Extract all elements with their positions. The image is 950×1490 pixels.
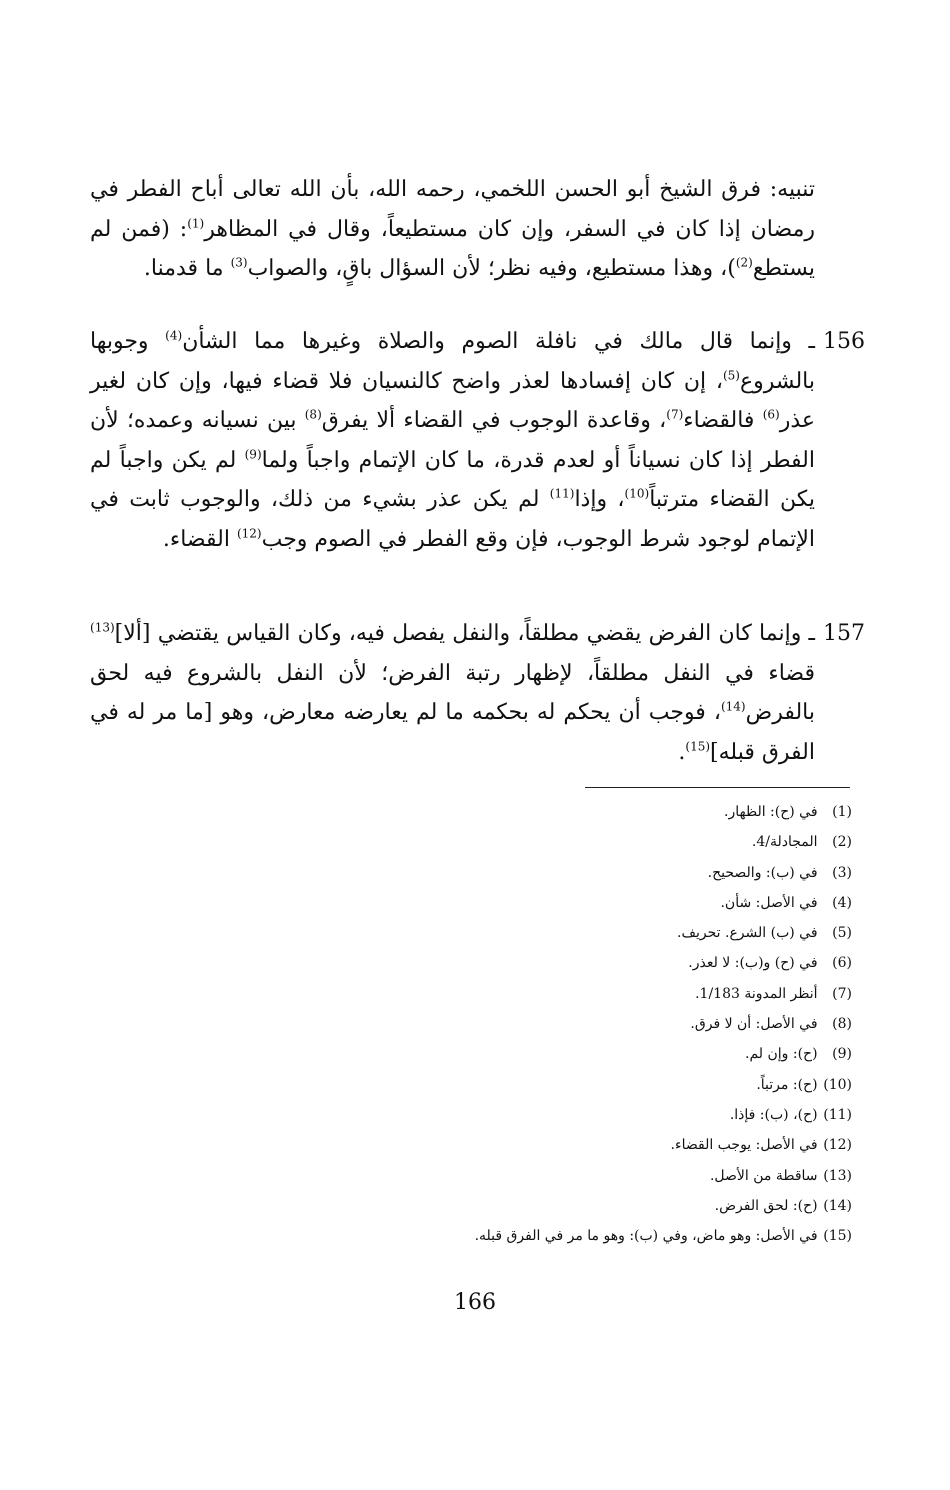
footnote-text: ساقطة من الأصل. bbox=[709, 1167, 818, 1184]
footnote-text: (ح)، (ب): فإذا. bbox=[729, 1106, 818, 1123]
footnote-number: (15) bbox=[823, 1228, 852, 1245]
footnote-item bbox=[252, 918, 852, 948]
footnote-ref-1[interactable]: (1) bbox=[187, 216, 205, 231]
paragraph-number: 156 bbox=[823, 329, 865, 354]
footnote-item bbox=[252, 1100, 852, 1130]
page-number: 166 bbox=[454, 1290, 496, 1315]
footnote-number: (2) bbox=[832, 834, 852, 851]
footnote-text: في (ح): الظهار. bbox=[724, 804, 818, 820]
paragraph-157 bbox=[90, 614, 865, 772]
footnote-number: (4) bbox=[832, 894, 852, 911]
footnote-item bbox=[252, 948, 852, 978]
paragraph-156 bbox=[90, 322, 865, 559]
paragraph-number: 157 bbox=[823, 621, 865, 646]
footnote-text: في الأصل: شأن. bbox=[720, 894, 818, 911]
footnote-item bbox=[252, 1070, 852, 1100]
footnote-number: (10) bbox=[823, 1076, 852, 1093]
paragraph-body bbox=[90, 322, 815, 559]
p157-text-4: . bbox=[678, 739, 686, 765]
footnote-ref-4[interactable]: (4) bbox=[165, 328, 183, 343]
intro-paragraph bbox=[90, 170, 815, 289]
intro-text-2: : (فمن لم يستطع bbox=[90, 216, 815, 281]
footnote-ref-7[interactable]: (7) bbox=[666, 407, 684, 422]
footnote-number: (14) bbox=[823, 1197, 852, 1214]
footnote-item bbox=[252, 1039, 852, 1069]
footnote-item bbox=[252, 858, 852, 888]
p157-text-1: ـ وإنما كان الفرض يقضي مطلقاً، والنفل يفصل فيه، وكان القياس يقتضي [ألا] bbox=[114, 621, 815, 646]
p156-text-8: ، وإذا bbox=[574, 487, 625, 512]
footnote-number: (9) bbox=[832, 1046, 852, 1063]
footnote-ref-3[interactable]: (3) bbox=[230, 255, 248, 270]
p156-text-2: وجوبها بالشروع bbox=[90, 329, 815, 394]
paragraph-body bbox=[90, 614, 815, 772]
p156-text-4: فالقضاء bbox=[683, 408, 763, 433]
p156-text-10: القضاء. bbox=[162, 526, 237, 552]
footnote-number: (1) bbox=[832, 804, 852, 820]
footnote-separator bbox=[585, 787, 850, 788]
footnote-text: (ح): وإن لم. bbox=[745, 1046, 818, 1063]
p157-text-2: قضاء في النفل مطلقاً، لإظهار رتبة الفرض؛ لأن النفل بالشروع فيه لحق بالفرض bbox=[90, 660, 815, 725]
footnote-ref-5[interactable]: (5) bbox=[722, 368, 740, 383]
footnote-ref-12[interactable]: (12) bbox=[236, 526, 262, 541]
footnote-text: (ح): لحق الفرض. bbox=[714, 1197, 818, 1214]
footnote-item bbox=[252, 1161, 852, 1191]
footnote-ref-6[interactable]: (6) bbox=[762, 407, 780, 422]
footnote-item bbox=[252, 797, 852, 827]
p156-text-1: ـ وإنما قال مالك في نافلة الصوم والصلاة وغيرها مما الشأن bbox=[182, 329, 815, 354]
footnote-text: في (ح) و(ب): لا لعذر. bbox=[688, 955, 818, 972]
footnote-item bbox=[252, 888, 852, 918]
footnote-ref-13[interactable]: (13) bbox=[90, 620, 115, 635]
footnote-ref-11[interactable]: (11) bbox=[549, 486, 575, 501]
footnote-number: (8) bbox=[832, 1016, 852, 1033]
footnote-text: في الأصل: أن لا فرق. bbox=[690, 1016, 818, 1033]
footnote-text: في (ب) الشرع. تحريف. bbox=[677, 925, 818, 942]
footnote-item bbox=[252, 827, 852, 857]
footnote-item bbox=[252, 979, 852, 1009]
footnote-number: (12) bbox=[823, 1137, 852, 1154]
footnote-item bbox=[252, 1130, 852, 1160]
footnote-item bbox=[252, 1009, 852, 1039]
footnotes-list bbox=[252, 797, 852, 1251]
footnote-number: (13) bbox=[823, 1167, 852, 1184]
footnote-ref-8[interactable]: (8) bbox=[304, 407, 322, 422]
footnote-number: (5) bbox=[832, 925, 852, 942]
footnote-number: (7) bbox=[832, 985, 852, 1002]
p156-text-9: لم يكن عذر بشيء من ذلك، والوجوب ثابت في الإتمام لوجود شرط الوجوب، فإن وقع الفطر في الصوم وجب bbox=[90, 487, 815, 552]
footnote-ref-9[interactable]: (9) bbox=[244, 447, 262, 462]
intro-text-4: ما قدمنا. bbox=[143, 256, 231, 281]
footnote-item bbox=[252, 1191, 852, 1221]
footnote-ref-15[interactable]: (15) bbox=[685, 739, 711, 754]
p157-text-3: ، فوجب أن يحكم له بحكمه ما لم يعارضه معارض، وهو [ما مر له في الفرق قبله] bbox=[90, 700, 815, 765]
intro-text-1: : فرق الشيخ أبو الحسن اللخمي، رحمه الله، بأن الله تعالى أباح الفطر في رمضان إذا كان في السفر، وإن كان مستطيعاً، وقال في المظاهر bbox=[90, 177, 815, 242]
intro-label: تنبيه bbox=[777, 177, 815, 202]
intro-text-3: )، وهذا مستطيع، وفيه نظر؛ لأن السؤال باقٍ، والصواب bbox=[247, 256, 736, 281]
p156-text-7: لم يكن واجباً لم يكن القضاء مترتباً bbox=[90, 447, 815, 512]
footnote-number: (6) bbox=[832, 955, 852, 972]
footnote-number: (3) bbox=[832, 864, 852, 881]
footnote-text: أنظر المدونة 1/183. bbox=[695, 985, 818, 1002]
footnote-text: (ح): مرتباً. bbox=[756, 1076, 818, 1093]
footnote-text: في الأصل: وهو ماض، وفي (ب): وهو ما مر في الفرق قبله. bbox=[474, 1228, 818, 1245]
p156-text-3: ، إن كان إفسادها لعذر واضح كالنسيان فلا قضاء فيها، وإن كان لغير عذر bbox=[90, 368, 816, 433]
p156-text-5: ، وقاعدة الوجوب في القضاء ألا يفرق bbox=[321, 408, 667, 433]
footnote-number: (11) bbox=[823, 1106, 852, 1123]
footnote-ref-2[interactable]: (2) bbox=[735, 255, 753, 270]
footnote-ref-14[interactable]: (14) bbox=[720, 699, 746, 714]
footnote-text: في الأصل: يوجب القضاء. bbox=[670, 1137, 818, 1154]
footnote-ref-10[interactable]: (10) bbox=[624, 486, 650, 501]
footnote-text: في (ب): والصحيح. bbox=[707, 864, 818, 881]
footnote-text: المجادلة/4. bbox=[751, 834, 818, 851]
footnote-item bbox=[252, 1221, 852, 1251]
p156-text-6: بين نسيانه وعمده؛ لأن الفطر إذا كان نسياناً أو لعدم قدرة، ما كان الإتمام واجباً ولما bbox=[90, 408, 815, 473]
